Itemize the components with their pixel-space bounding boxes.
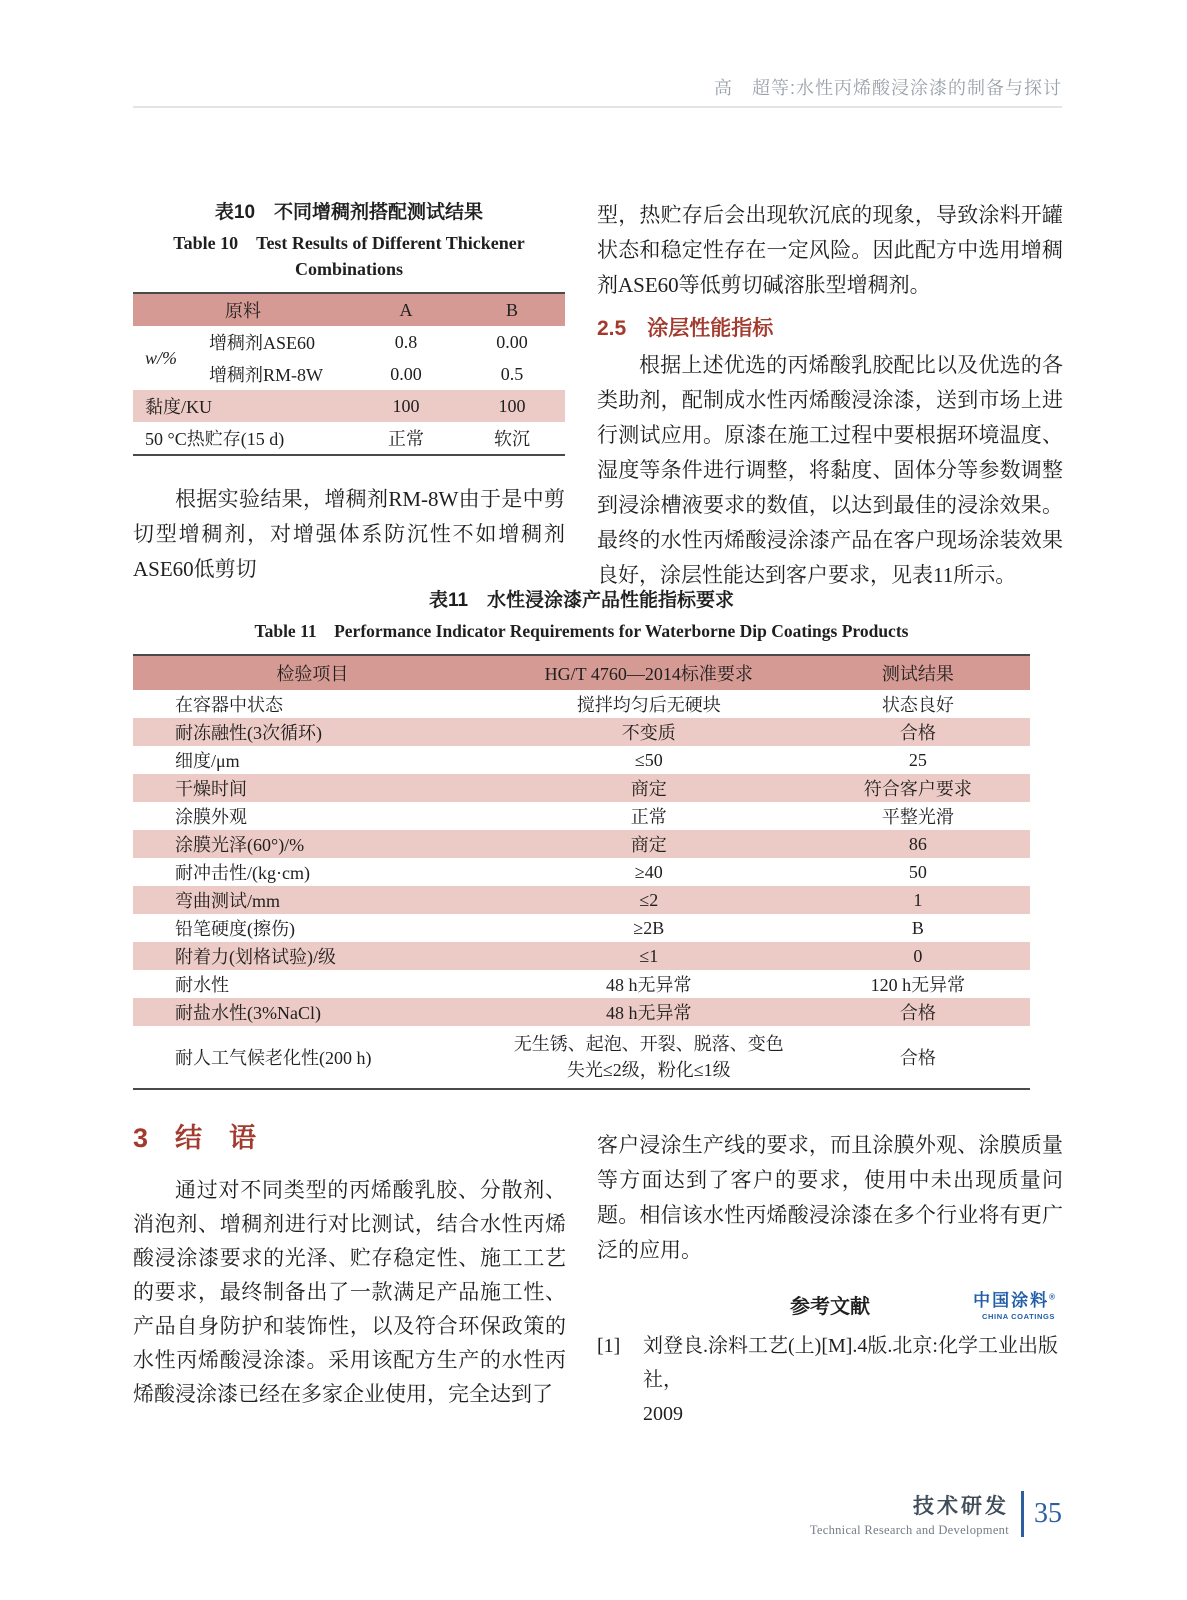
table-row (133, 326, 565, 358)
left-column-top (133, 200, 565, 587)
row-result: 合格 (899, 1048, 936, 1068)
table10-group-label: w/% (145, 347, 178, 368)
reference-1-text (643, 1329, 1063, 1431)
logo-cn-chars: 中国涂料 (973, 1291, 1050, 1310)
logo-text-cn (955, 1286, 1055, 1311)
reference-1 (597, 1329, 1063, 1431)
row-requirement: 48 h无异常 (606, 975, 692, 995)
section-3-heading: 3 结 语 (133, 1123, 257, 1153)
footer-divider-bar (1021, 1491, 1024, 1537)
table-row (133, 422, 565, 455)
table10-header-a: A (353, 293, 459, 326)
row-item: 耐冲击性/(kg·cm) (175, 863, 310, 883)
table-row (133, 746, 1030, 774)
table-row (133, 358, 565, 390)
footer-section-cn: 技术研发 (913, 1495, 1009, 1518)
row-result: 平整光滑 (881, 807, 954, 827)
row-result: 50 (908, 861, 927, 882)
conclusion-paragraph-continued: 客户浸涂生产线的要求，而且涂膜外观、涂膜质量等方面达到了客户的要求，使用中未出现质量问题。相信该水性丙烯酸浸涂漆在多个行业将有更广泛的应用。 (597, 1133, 1063, 1262)
running-head: 高 超等:水性丙烯酸浸涂漆的制备与探讨 (714, 78, 1062, 98)
row-result: B (911, 917, 924, 938)
logo-text-en: CHINA COATINGS (982, 1312, 1055, 1321)
row-result: 86 (806, 830, 1030, 858)
section-2-5-heading: 2.5 涂层性能指标 (597, 317, 774, 340)
table-row (133, 1026, 1030, 1089)
table10-title-en-line2: Combinations (294, 259, 404, 279)
row-requirement: ≤2 (492, 886, 806, 914)
row-item: 耐冻融性(3次循环) (133, 718, 492, 746)
left-paragraph: 根据实验结果，增稠剂RM-8W由于是中剪切型增稠剂，对增强体系防沉性不如增稠剂ASE60低剪切 (133, 487, 565, 581)
row-item: 附着力(划格试验)/级 (133, 942, 492, 970)
row-item: 细度/μm (175, 751, 240, 771)
row-result: 25 (908, 749, 927, 770)
table10-ase60-a: 0.8 (394, 331, 418, 352)
row-item: 耐盐水性(3%NaCl) (133, 998, 492, 1026)
row-item: 铅笔硬度(擦伤) (175, 919, 295, 939)
table-row (133, 998, 1030, 1026)
row-requirement: 商定 (492, 830, 806, 858)
table11-block (133, 588, 1030, 1090)
row-item: 涂膜光泽(60°)/% (133, 830, 492, 858)
row-item: 在容器中状态 (175, 695, 283, 715)
table10-rm8w-a: 0.00 (390, 363, 422, 384)
table11-header-result: 测试结果 (806, 655, 1030, 690)
table10-header-b: B (459, 293, 565, 326)
row-item: 弯曲测试/mm (133, 886, 492, 914)
table10-title-en-line1: Table 10 Test Results of Different Thickener (173, 233, 525, 253)
table10-heat-a: 正常 (388, 429, 424, 449)
table10-viscosity-b: 100 (459, 390, 565, 422)
table10-title-cn: 表10 不同增稠剂搭配测试结果 (214, 202, 484, 223)
row-requirement: 商定 (492, 774, 806, 802)
table-row (133, 886, 1030, 914)
table11-header-requirement: HG/T 4760—2014标准要求 (492, 655, 806, 690)
table10-rm8w-b: 0.5 (500, 363, 524, 384)
row-result: 状态良好 (881, 695, 954, 715)
page-number: 35 (1034, 1498, 1062, 1529)
row-result: 合格 (806, 718, 1030, 746)
table10-heat-name: 50 °C热贮存(15 d) (145, 429, 285, 449)
table-row (133, 690, 1030, 718)
row-requirement: ≤1 (492, 942, 806, 970)
reference-1-citation: 刘登良.涂料工艺(上)[M].4版.北京:化学工业出版社， (643, 1335, 1058, 1391)
row-item: 干燥时间 (133, 774, 492, 802)
table11 (133, 654, 1030, 1090)
right-column-bottom (597, 1128, 1063, 1431)
row-requirement: 不变质 (492, 718, 806, 746)
table11-title-en: Table 11 Performance Indicator Requirements for Waterborne Dip Coatings Products (254, 621, 909, 641)
table11-title-cn: 表11 水性浸涂漆产品性能指标要求 (428, 590, 735, 611)
table-row (133, 802, 1030, 830)
table-row (133, 970, 1030, 998)
table-row (133, 390, 565, 422)
row-item: 耐人工气候老化性(200 h) (175, 1048, 372, 1068)
table11-header-row (133, 655, 1030, 690)
row-requirement (492, 1026, 806, 1089)
registered-mark-icon: ® (1049, 1292, 1055, 1302)
table10-rm8w-name: 增稠剂RM-8W (209, 365, 323, 385)
row-result: 合格 (806, 998, 1030, 1026)
conclusion-section (133, 1116, 566, 1411)
table10-heat-b: 软沉 (494, 429, 530, 449)
conclusion-paragraph: 通过对不同类型的丙烯酸乳胶、分散剂、消泡剂、增稠剂进行对比测试，结合水性丙烯酸浸涂漆要求的光泽、贮存稳定性、施工工艺的要求，最终制备出了一款满足产品施工性、产品自身防护和装饰性，以及符合环保政策的水性丙烯酸浸涂漆。采用该配方生产的水性丙烯酸浸涂漆已经在多家企业使用，完全达到了 (133, 1178, 566, 1406)
china-coatings-logo (955, 1286, 1055, 1321)
table-row (133, 830, 1030, 858)
table10-ase60-b: 0.00 (496, 331, 528, 352)
table10-viscosity-a: 100 (353, 390, 459, 422)
row-requirement: 正常 (630, 807, 667, 827)
row-requirement: ≤50 (634, 749, 663, 770)
table10-header-row (133, 293, 565, 326)
references-heading: 参考文献 (790, 1296, 870, 1318)
row-requirement: ≥2B (633, 917, 665, 938)
footer-section-en: Technical Research and Development (809, 1523, 1009, 1537)
table10-viscosity-name: 黏度/KU (133, 390, 353, 422)
table-row (133, 774, 1030, 802)
row-requirement: 48 h无异常 (492, 998, 806, 1026)
row-result: 120 h无异常 (870, 975, 966, 995)
header-divider (133, 106, 1062, 108)
reference-1-year: 2009 (643, 1403, 683, 1425)
table10-title-en (133, 230, 565, 282)
table10 (133, 292, 565, 456)
page-footer (133, 1490, 1062, 1538)
table10-ase60-name: 增稠剂ASE60 (209, 333, 316, 353)
row-item: 耐水性 (175, 975, 229, 995)
table-row (133, 914, 1030, 942)
row-requirement-line1: 无生锈、起泡、开裂、脱落、变色 (513, 1034, 784, 1054)
section-2-5-paragraph: 根据上述优选的丙烯酸乳胶配比以及优选的各类助剂，配制成水性丙烯酸浸涂漆，送到市场上进行测试应用。原漆在施工过程中要根据环境温度、湿度等条件进行调整，将黏度、固体分等参数调整到浸涂槽液要求的数值，以达到最佳的浸涂效果。最终的水性丙烯酸浸涂漆产品在客户现场涂装效果良好，涂层性能达到客户要求，见表11所示。 (597, 353, 1063, 587)
footer-section-name (810, 1490, 1009, 1538)
right-column-top (597, 198, 1063, 593)
row-requirement-line2: 失光≤2级，粉化≤1级 (566, 1060, 731, 1080)
right-paragraph-continued: 型，热贮存后会出现软沉底的现象，导致涂料开罐状态和稳定性存在一定风险。因此配方中选用增稠剂ASE60等低剪切碱溶胀型增稠剂。 (597, 203, 1063, 297)
row-result: 符合客户要求 (806, 774, 1030, 802)
table-row (133, 858, 1030, 886)
row-item: 涂膜外观 (175, 807, 247, 827)
row-requirement: ≥40 (634, 861, 663, 882)
row-result: 1 (806, 886, 1030, 914)
reference-1-label: [1] (597, 1335, 621, 1357)
table-row (133, 718, 1030, 746)
table11-header-item: 检验项目 (133, 655, 492, 690)
table10-header-material: 原料 (133, 293, 353, 326)
table-row (133, 942, 1030, 970)
row-requirement: 搅拌均匀后无硬块 (576, 695, 721, 715)
row-result: 0 (806, 942, 1030, 970)
